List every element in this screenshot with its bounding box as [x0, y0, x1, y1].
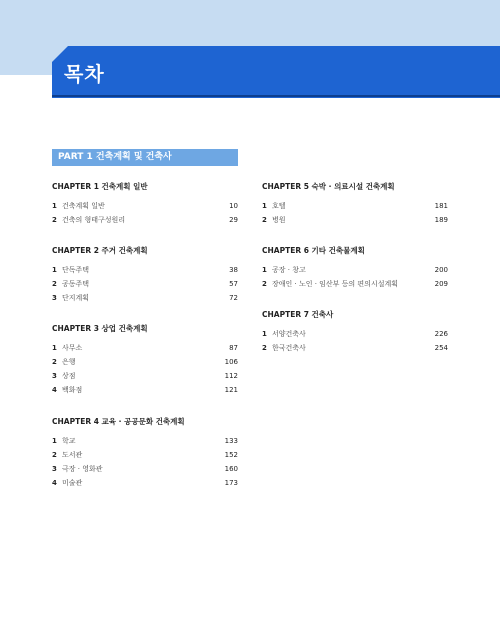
toc-entry-title: 병원 — [272, 216, 286, 224]
toc-entry-title: 은행 — [62, 358, 76, 366]
chapter-6 — [262, 245, 448, 291]
toc-entry-number: 2 — [262, 280, 267, 288]
part-title: PART 1 건축계획 및 건축사 — [58, 152, 172, 162]
chapter-7 — [262, 309, 448, 355]
chapter-2 — [52, 245, 238, 305]
toc-entry-title: 미술관 — [62, 479, 83, 487]
toc-entry-number: 3 — [52, 465, 57, 473]
toc-entry-title: 한국건축사 — [272, 344, 306, 352]
toc-entry-title: 백화점 — [62, 386, 83, 394]
toc-entry-number: 4 — [52, 479, 57, 487]
toc-entry-number: 3 — [52, 294, 57, 302]
toc-entry-title: 학교 — [62, 437, 76, 445]
toc-entry-page: 87 — [229, 344, 238, 352]
toc-entry-title: 건축의 형태구성원리 — [62, 216, 126, 224]
toc-entry[interactable] — [52, 199, 238, 213]
toc-entry-title: 공동주택 — [62, 280, 90, 288]
toc-entry-page: 10 — [229, 202, 238, 210]
toc-entry-number: 2 — [52, 280, 57, 288]
toc-entry-number: 2 — [52, 451, 57, 459]
toc-entry-number: 2 — [262, 344, 267, 352]
toc-entry-number: 2 — [262, 216, 267, 224]
title-banner — [52, 46, 500, 98]
toc-entry-title: 공장 · 창고 — [272, 266, 306, 274]
title-underline — [52, 95, 500, 97]
toc-entry-number: 4 — [52, 386, 57, 394]
toc-entry-title: 사무소 — [62, 344, 83, 352]
toc-entry[interactable] — [52, 476, 238, 490]
toc-entry[interactable] — [52, 448, 238, 462]
toc-entry[interactable] — [52, 341, 238, 355]
chapter-3 — [52, 323, 238, 397]
toc-entry-page: 189 — [434, 216, 448, 224]
toc-entry-page: 112 — [224, 372, 238, 380]
chapter-5 — [262, 181, 448, 227]
toc-entry-title: 장애인 · 노인 · 임산부 등의 편의시설계획 — [272, 280, 398, 288]
toc-entry[interactable] — [52, 462, 238, 476]
toc-entry-page: 200 — [434, 266, 448, 274]
toc-entry-number: 1 — [262, 202, 267, 210]
toc-entry[interactable] — [52, 213, 238, 227]
toc-entry-number: 1 — [262, 330, 267, 338]
toc-entry-page: 106 — [224, 358, 238, 366]
toc-entry[interactable] — [262, 277, 448, 291]
toc-entry[interactable] — [52, 383, 238, 397]
toc-entry-number: 2 — [52, 358, 57, 366]
toc-entry-title: 극장 · 영화관 — [62, 465, 103, 473]
toc-entry[interactable] — [52, 355, 238, 369]
chapter-title: CHAPTER 6 기타 건축물계획 — [262, 246, 365, 255]
toc-entry-page: 173 — [224, 479, 238, 487]
toc-entry-page: 133 — [224, 437, 238, 445]
toc-entry-title: 건축계획 일반 — [62, 202, 105, 210]
toc-entry-page: 29 — [229, 216, 238, 224]
chapter-1 — [52, 181, 238, 227]
toc-entry-page: 57 — [229, 280, 238, 288]
toc-entry[interactable] — [262, 199, 448, 213]
chapter-title: CHAPTER 7 건축사 — [262, 310, 334, 319]
toc-entry[interactable] — [52, 291, 238, 305]
toc-entry-page: 152 — [224, 451, 238, 459]
toc-entry-page: 181 — [434, 202, 448, 210]
toc-entry[interactable] — [52, 369, 238, 383]
toc-entry-title: 도서관 — [62, 451, 83, 459]
toc-entry-page: 160 — [224, 465, 238, 473]
toc-entry[interactable] — [52, 263, 238, 277]
toc-entry-number: 1 — [52, 437, 57, 445]
toc-entry-title: 단독주택 — [62, 266, 90, 274]
toc-entry-number: 1 — [262, 266, 267, 274]
toc-entry-title: 상점 — [62, 372, 76, 380]
toc-entry-title: 단지계획 — [62, 294, 90, 302]
toc-entry-number: 1 — [52, 202, 57, 210]
chapter-title: CHAPTER 5 숙박 · 의료시설 건축계획 — [262, 182, 395, 191]
toc-entry[interactable] — [52, 277, 238, 291]
chapter-title: CHAPTER 1 건축계획 일반 — [52, 182, 148, 191]
chapter-title: CHAPTER 3 상업 건축계획 — [52, 324, 148, 333]
toc-entry-page: 226 — [434, 330, 448, 338]
toc-entry-number: 2 — [52, 216, 57, 224]
toc-entry-page: 72 — [229, 294, 238, 302]
page-title: 목차 — [64, 62, 105, 86]
chapter-4 — [52, 416, 238, 490]
chapter-title: CHAPTER 2 주거 건축계획 — [52, 246, 148, 255]
chapter-title: CHAPTER 4 교육 · 공공문화 건축계획 — [52, 417, 185, 426]
toc-entry-number: 1 — [52, 344, 57, 352]
toc-entry[interactable] — [262, 213, 448, 227]
toc-entry-page: 254 — [434, 344, 448, 352]
toc-entry-title: 서양건축사 — [272, 330, 306, 338]
toc-entry-number: 1 — [52, 266, 57, 274]
toc-entry[interactable] — [262, 327, 448, 341]
toc-entry[interactable] — [52, 434, 238, 448]
toc-entry-title: 호텔 — [272, 202, 286, 210]
toc-entry-page: 121 — [224, 386, 238, 394]
toc-entry-number: 3 — [52, 372, 57, 380]
toc-entry[interactable] — [262, 341, 448, 355]
toc-entry[interactable] — [262, 263, 448, 277]
toc-entry-page: 38 — [229, 266, 238, 274]
toc-entry-page: 209 — [434, 280, 448, 288]
